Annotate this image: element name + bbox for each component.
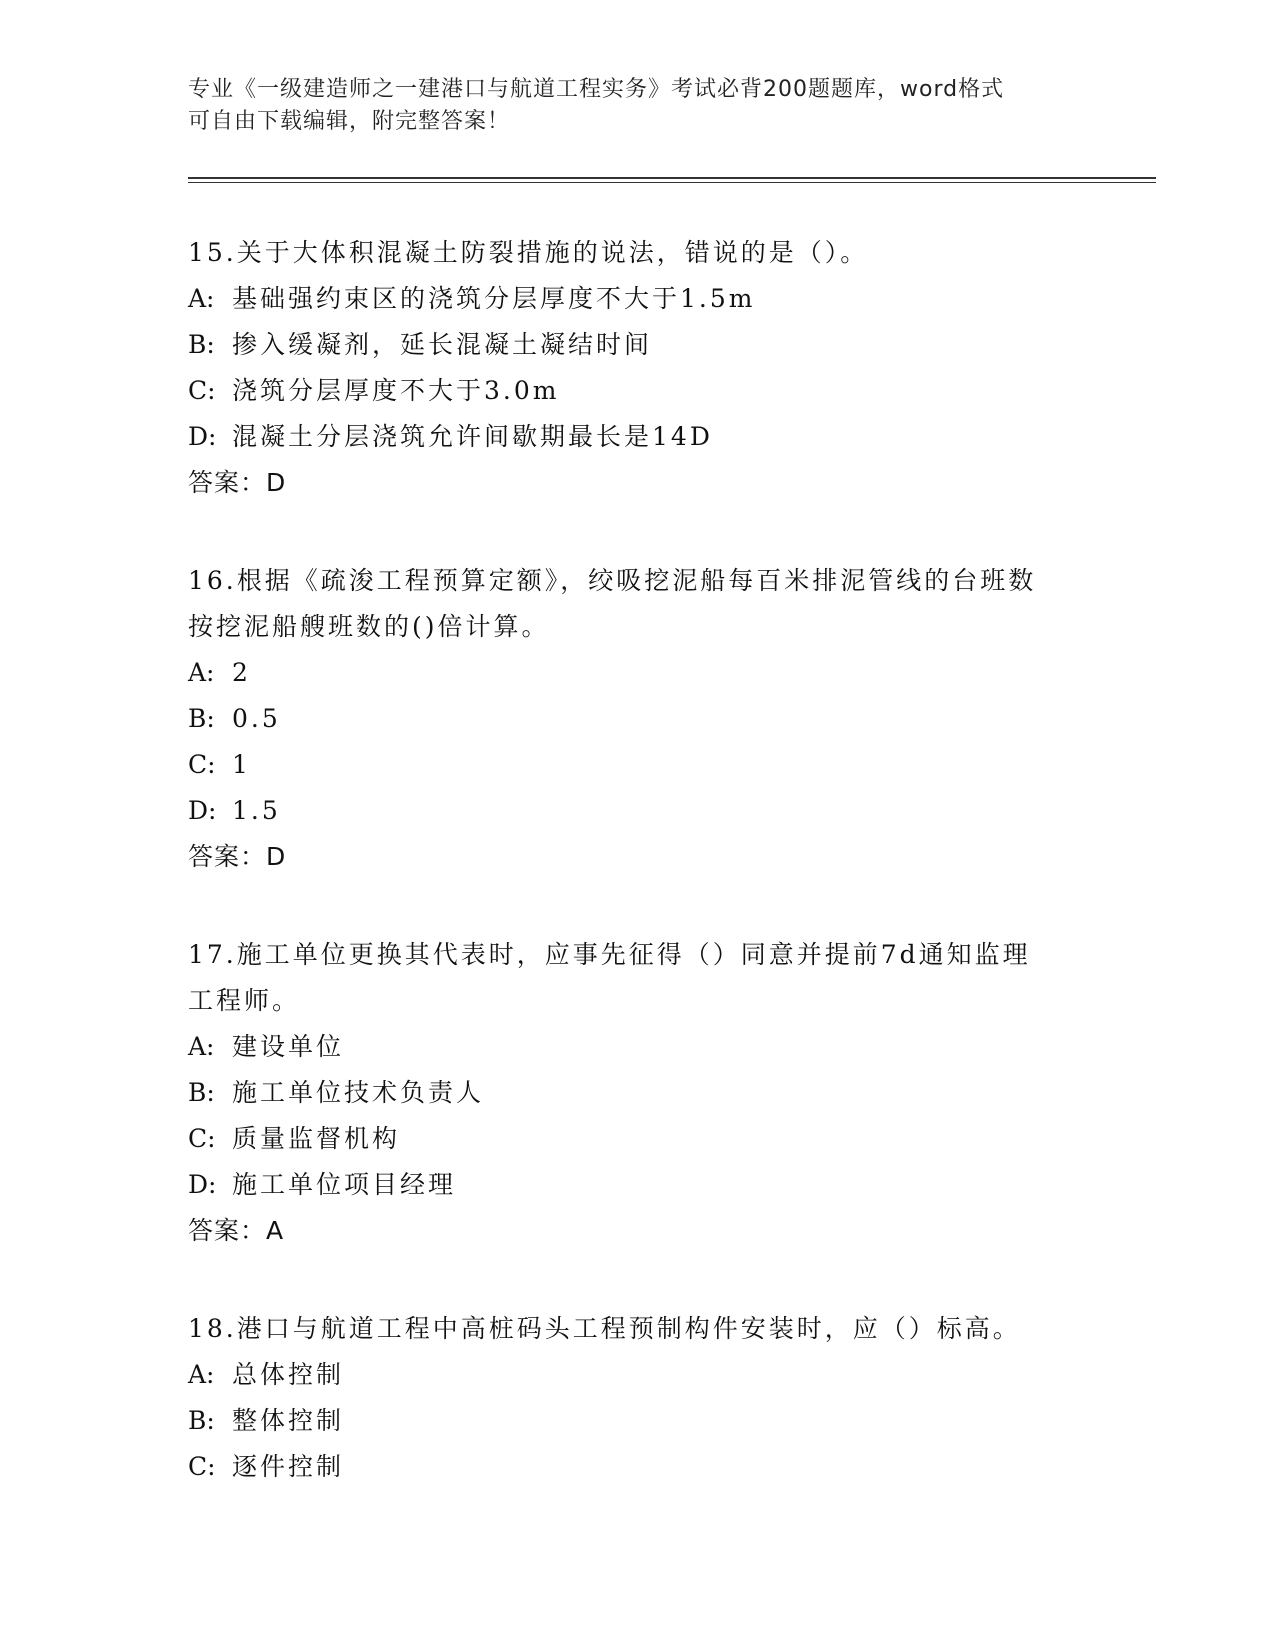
option-text: 2 <box>232 658 251 687</box>
option-label: C: <box>188 1452 216 1481</box>
option-text: 浇筑分层厚度不大于3.0m <box>232 376 560 405</box>
option-text: 总体控制 <box>232 1360 345 1389</box>
option-a <box>188 1352 1088 1398</box>
option-label: A: <box>188 658 215 687</box>
option-label: D: <box>188 1170 217 1199</box>
header-divider-thin <box>188 182 1156 183</box>
header-divider-thick <box>188 177 1156 179</box>
option-label: C: <box>188 750 216 779</box>
option-d <box>188 788 1088 834</box>
option-text: 掺入缓凝剂，延长混凝土凝结时间 <box>232 330 653 359</box>
option-c <box>188 1116 1088 1162</box>
option-b <box>188 1070 1088 1116</box>
question-text: 18.港口与航道工程中高桩码头工程预制构件安装时，应（）标高。 <box>188 1314 1021 1343</box>
option-label: B: <box>188 704 215 733</box>
option-label: D: <box>188 422 217 451</box>
question-16 <box>188 558 1088 880</box>
question-text: 17.施工单位更换其代表时，应事先征得（）同意并提前7d通知监理 <box>188 940 1031 969</box>
option-c <box>188 368 1088 414</box>
option-text: 逐件控制 <box>232 1452 345 1481</box>
option-label: A: <box>188 1032 215 1061</box>
document-header <box>188 74 1088 138</box>
option-d <box>188 414 1088 460</box>
question-text-continued: 按挖泥船艘班数的()倍计算。 <box>188 612 550 641</box>
option-a <box>188 650 1088 696</box>
option-c <box>188 1444 1088 1490</box>
answer: 答案：D <box>188 842 287 871</box>
option-a <box>188 276 1088 322</box>
answer: 答案：A <box>188 1216 285 1245</box>
option-label: A: <box>188 284 215 313</box>
option-text: 施工单位项目经理 <box>232 1170 457 1199</box>
option-label: B: <box>188 330 215 359</box>
question-text: 16.根据《疏浚工程预算定额》，绞吸挖泥船每百米排泥管线的台班数 <box>188 566 1037 595</box>
question-18 <box>188 1306 1088 1490</box>
option-b <box>188 1398 1088 1444</box>
option-b <box>188 696 1088 742</box>
option-label: C: <box>188 1124 216 1153</box>
option-label: A: <box>188 1360 215 1389</box>
option-text: 施工单位技术负责人 <box>232 1078 485 1107</box>
option-text: 1 <box>232 750 251 779</box>
option-b <box>188 322 1088 368</box>
option-label: B: <box>188 1078 215 1107</box>
option-text: 建设单位 <box>232 1032 345 1061</box>
option-d <box>188 1162 1088 1208</box>
question-list <box>188 230 1088 1542</box>
option-text: 混凝土分层浇筑允许间歇期最长是14D <box>232 422 713 451</box>
option-text: 整体控制 <box>232 1406 345 1435</box>
option-a <box>188 1024 1088 1070</box>
option-text: 质量监督机构 <box>232 1124 401 1153</box>
question-15 <box>188 230 1088 506</box>
option-text: 1.5 <box>232 796 281 825</box>
answer: 答案：D <box>188 468 287 497</box>
option-label: D: <box>188 796 217 825</box>
option-label: C: <box>188 376 216 405</box>
question-17 <box>188 932 1088 1254</box>
option-label: B: <box>188 1406 215 1435</box>
header-line-1: 专业《一级建造师之一建港口与航道工程实务》考试必背200题题库，word格式 <box>188 77 1005 102</box>
header-line-2: 可自由下载编辑，附完整答案！ <box>188 109 511 134</box>
option-text: 0.5 <box>232 704 281 733</box>
question-text: 15.关于大体积混凝土防裂措施的说法，错说的是（）。 <box>188 238 869 267</box>
option-c <box>188 742 1088 788</box>
question-text-continued: 工程师。 <box>188 986 301 1015</box>
option-text: 基础强约束区的浇筑分层厚度不大于1.5m <box>232 284 756 313</box>
